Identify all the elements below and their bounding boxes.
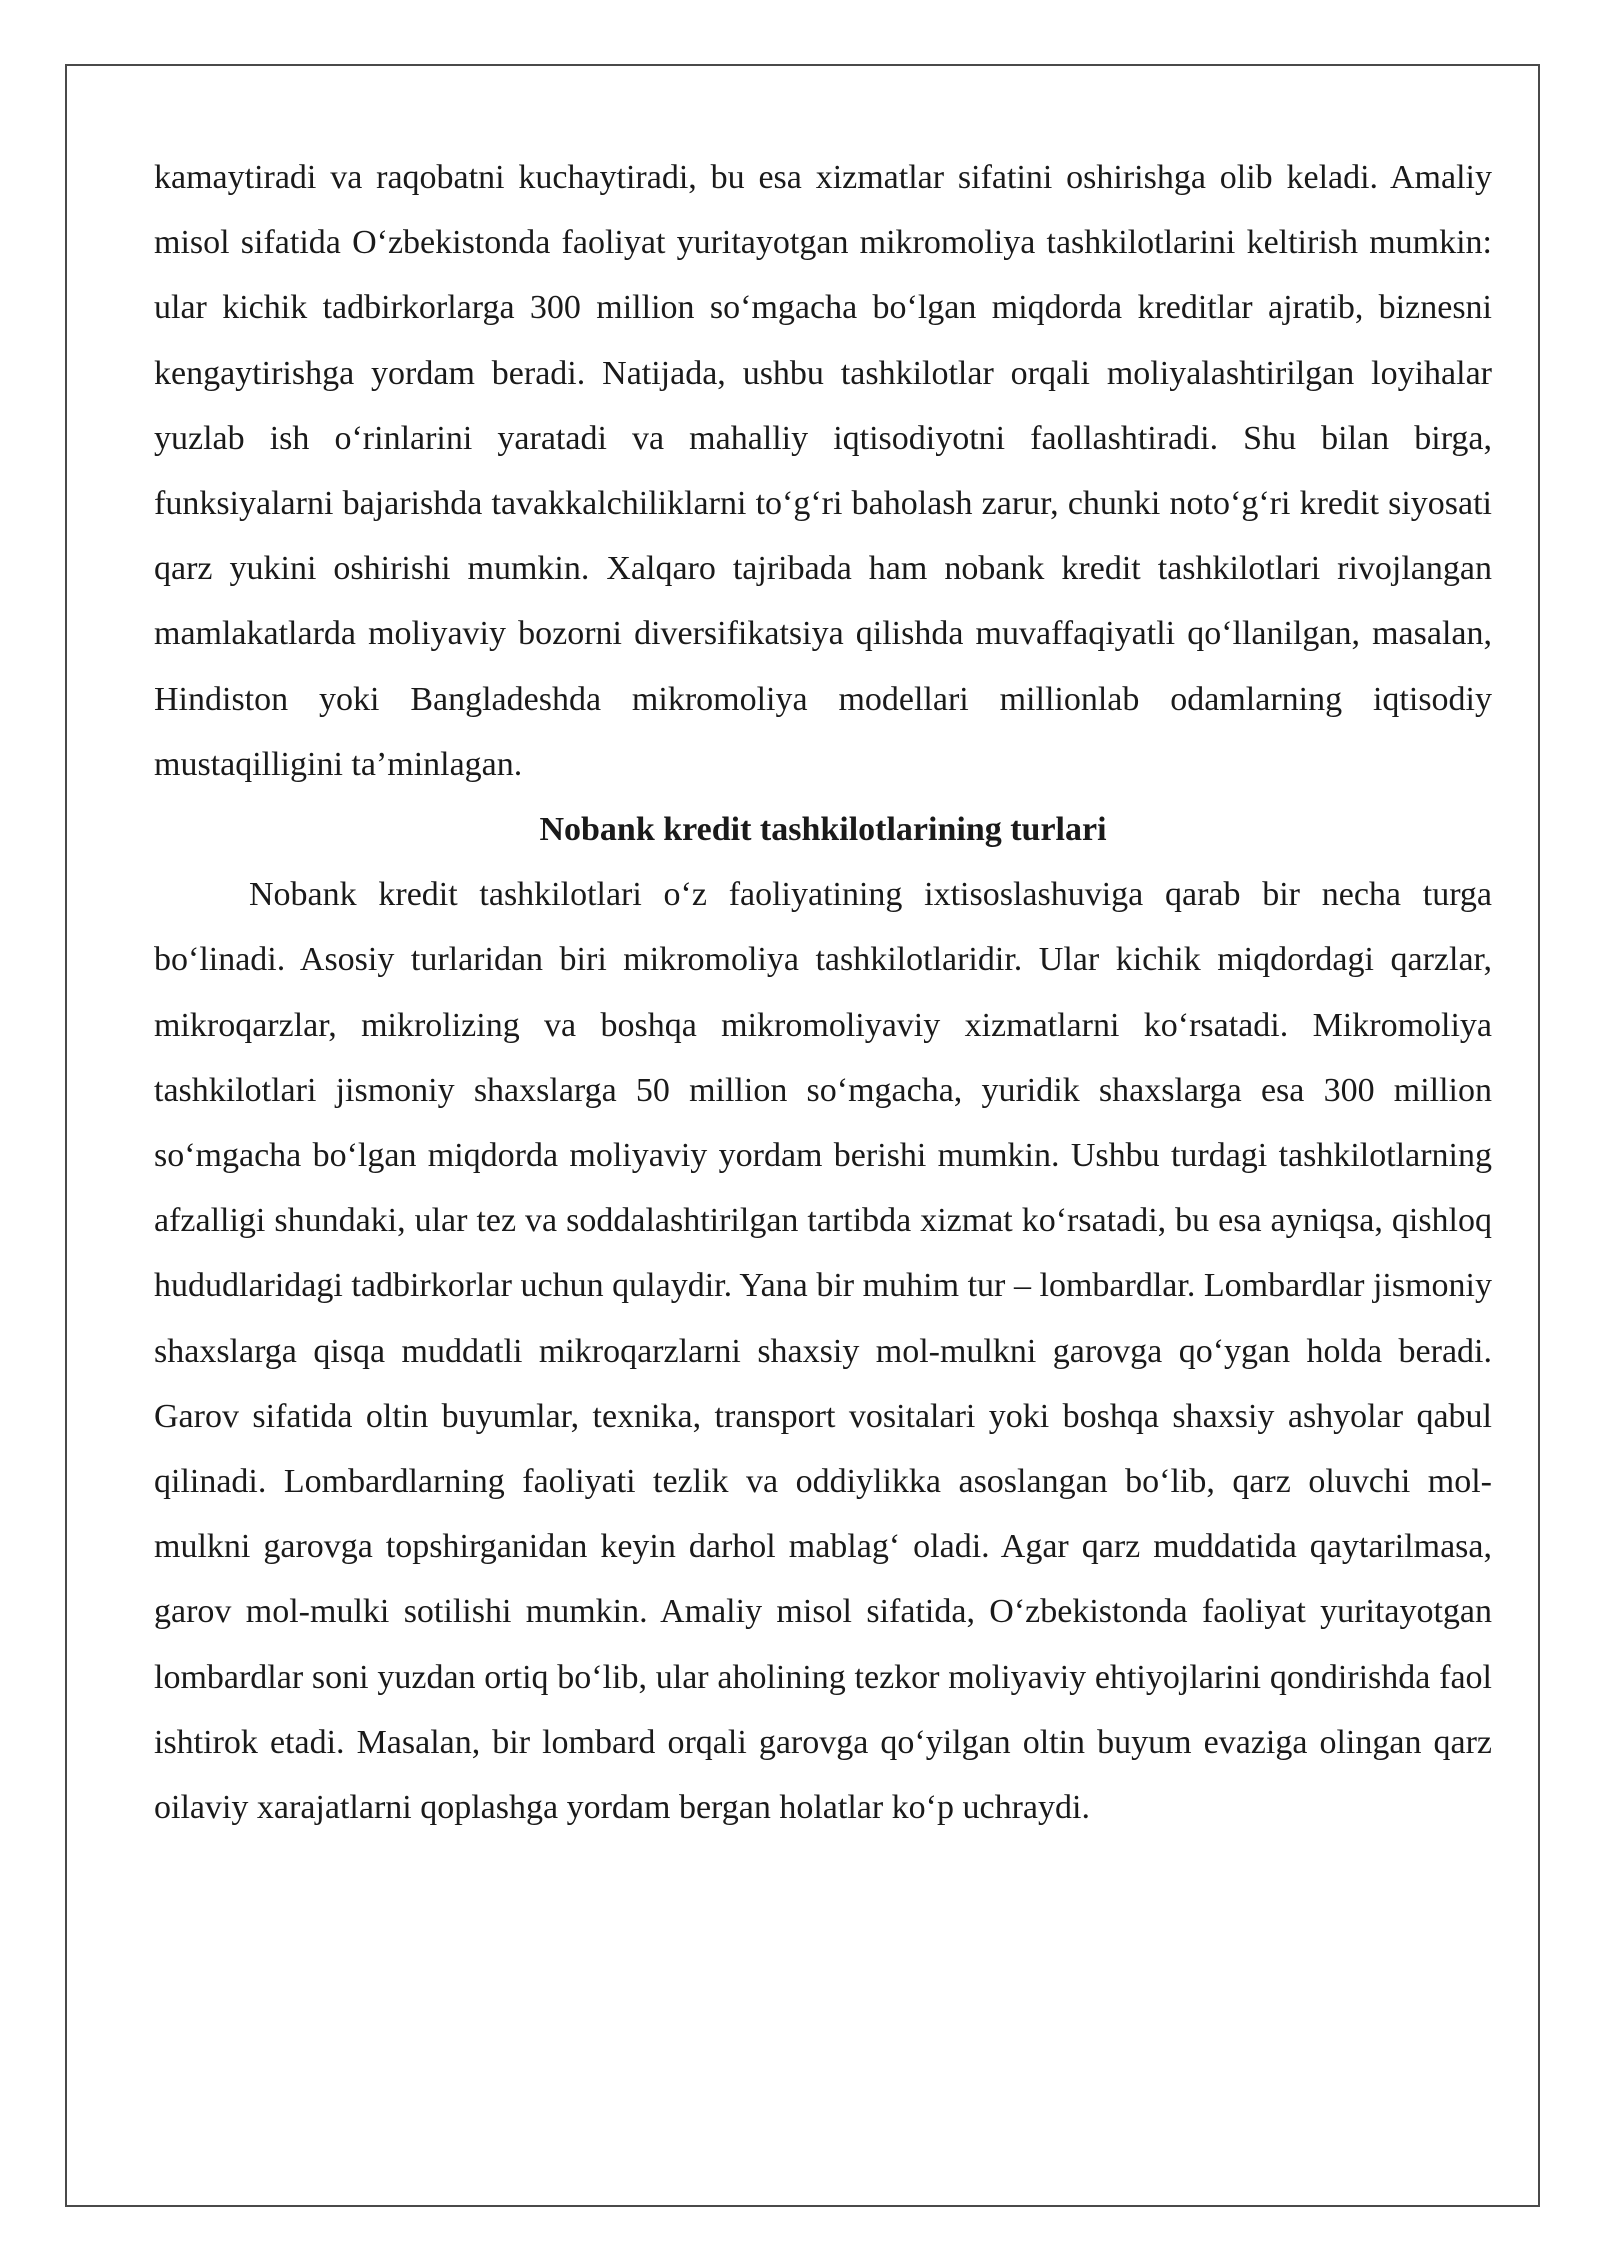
body-paragraph-continuation: kamaytiradi va raqobatni kuchaytiradi, bu esa xizmatlar sifatini oshirishga olib keladi. Amaliy misol sifatida O‘zbekistonda faoliyat yuritayotgan mikromoliya tashkilotlarini keltirish mumkin: ular kichik tadbirkorlarga 300 million so‘mgacha bo‘lgan miqdorda kreditlar ajratib, biznesni kengaytirishga yordam beradi. Natijada, ushbu tashkilotlar orqali moliyalashtirilgan loyihalar yuzlab ish o‘rinlarini yaratadi va mahalliy iqtisodiyotni faollashtiradi. Shu bilan birga, funksiyalarni bajarishda tavakkalchiliklarni to‘g‘ri baholash zarur, chunki noto‘g‘ri kredit siyosati qarz yukini oshirishi mumkin. Xalqaro tajribada ham nobank kredit tashkilotlari rivojlangan mamlakatlarda moliyaviy bozorni diversifikatsiya qilishda muvaffaqiyatli qo‘llanilgan, masalan, Hindiston yoki Bangladeshda mikromoliya modellari millionlab odamlarning iqtisodiy mustaqilligini ta’minlagan. bbox=[154, 159, 1492, 783]
section-heading: Nobank kredit tashkilotlarining turlari bbox=[539, 811, 1107, 849]
document-body bbox=[154, 145, 1492, 1840]
body-paragraph: Nobank kredit tashkilotlari o‘z faoliyatining ixtisoslashuviga qarab bir necha turga bo‘linadi. Asosiy turlaridan biri mikromoliya tashkilotlaridir. Ular kichik miqdordagi qarzlar, mikroqarzlar, mikrolizing va boshqa mikromoliyaviy xizmatlarni ko‘rsatadi. Mikromoliya tashkilotlari jismoniy shaxslarga 50 million so‘mgacha, yuridik shaxslarga esa 300 million so‘mgacha bo‘lgan miqdorda moliyaviy yordam berishi mumkin. Ushbu turdagi tashkilotlarning afzalligi shundaki, ular tez va soddalashtirilgan tartibda xizmat ko‘rsatadi, bu esa ayniqsa, qishloq hududlaridagi tadbirkorlar uchun qulaydir. Yana bir muhim tur – lombardlar. Lombardlar jismoniy shaxslarga qisqa muddatli mikroqarzlarni shaxsiy mol-mulkni garovga qo‘ygan holda beradi. Garov sifatida oltin buyumlar, texnika, transport vositalari yoki boshqa shaxsiy ashyolar qabul qilinadi. Lombardlarning faoliyati tezlik va oddiylikka asoslangan bo‘lib, qarz oluvchi mol-mulkni garovga topshirganidan keyin darhol mablag‘ oladi. Agar qarz muddatida qaytarilmasa, garov mol-mulki sotilishi mumkin. Amaliy misol sifatida, O‘zbekistonda faoliyat yuritayotgan lombardlar soni yuzdan ortiq bo‘lib, ular aholining tezkor moliyaviy ehtiyojlarini qondirishda faol ishtirok etadi. Masalan, bir lombard orqali garovga qo‘yilgan oltin buyum evaziga olingan qarz oilaviy xarajatlarni qoplashga yordam bergan holatlar ko‘p uchraydi. bbox=[154, 876, 1492, 1827]
